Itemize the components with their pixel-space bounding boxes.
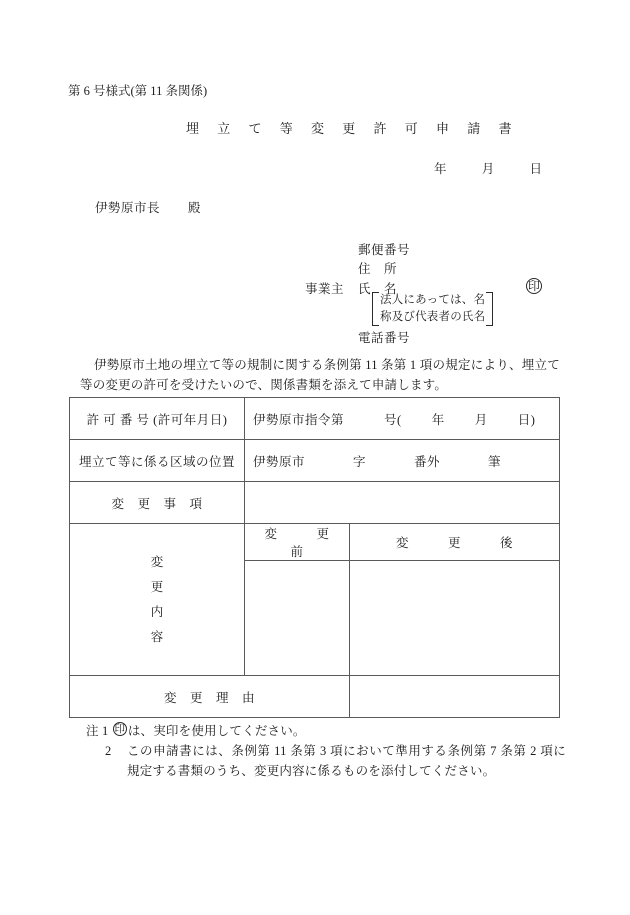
header-change-after: 変 更 後 bbox=[350, 524, 560, 561]
permit-number-prefix: 伊勢原市指令第 bbox=[253, 412, 345, 427]
form-number: 第 6 号様式(第 11 条関係) bbox=[68, 84, 208, 98]
permit-number-no: 号( bbox=[384, 412, 402, 427]
applicant-address-label-char1: 住 bbox=[358, 262, 372, 276]
addressee-honorific: 殿 bbox=[188, 201, 201, 215]
date-month-label: 月 bbox=[481, 162, 496, 176]
value-area-location[interactable] bbox=[245, 440, 560, 482]
applicant-postal-label: 郵便番号 bbox=[358, 243, 411, 257]
note-1-prefix: 注 1 bbox=[86, 724, 109, 738]
table-row-permit-number bbox=[70, 398, 560, 440]
permit-number-month: 月 bbox=[474, 412, 488, 427]
notes-section bbox=[86, 721, 566, 781]
vertical-label-char-4: 容 bbox=[150, 629, 164, 644]
value-change-before[interactable] bbox=[245, 561, 350, 676]
bracket-right-icon bbox=[486, 292, 493, 326]
applicant-phone-label: 電話番号 bbox=[358, 331, 411, 345]
applicant-address-label bbox=[358, 259, 397, 277]
addressee bbox=[95, 202, 201, 215]
area-bangai: 番外 bbox=[414, 454, 441, 469]
application-form-table bbox=[69, 397, 560, 718]
label-change-content-vertical bbox=[70, 524, 245, 676]
label-permit-number: 許 可 番 号 (許可年月日) bbox=[70, 398, 245, 440]
addressee-name: 伊勢原市長 bbox=[95, 201, 161, 215]
label-change-reason: 変 更 理 由 bbox=[70, 676, 350, 718]
note-2-number: 2 bbox=[105, 744, 112, 758]
date-line bbox=[434, 163, 543, 176]
vertical-label-char-1: 変 bbox=[150, 554, 164, 569]
seal-stamp-icon bbox=[525, 278, 543, 296]
corporate-note-line-1: 法人にあっては、名 bbox=[380, 294, 486, 306]
date-year-label: 年 bbox=[434, 162, 448, 176]
note-item-2 bbox=[86, 741, 566, 781]
page-title: 埋 立 て 等 変 更 許 可 申 請 書 bbox=[186, 121, 520, 136]
seal-character: 印 bbox=[527, 278, 540, 293]
table-row-change-item bbox=[70, 482, 560, 524]
note-item-1 bbox=[86, 721, 566, 741]
applicant-address-label-char2: 所 bbox=[384, 262, 398, 276]
table-row-change-reason bbox=[70, 676, 560, 718]
body-paragraph: 伊勢原市土地の埋立て等の規制に関する条例第 11 条第 1 項の規定により、埋立て等の変更の許可を受けたいので、関係書類を添えて申請します。 bbox=[80, 358, 560, 392]
permit-number-day: 日) bbox=[517, 412, 536, 427]
label-change-item: 変 更 事 項 bbox=[70, 482, 245, 524]
date-day-label: 日 bbox=[529, 162, 544, 176]
note-1-text: は、実印を使用してください。 bbox=[127, 724, 306, 738]
applicant-name-label-char1: 氏 bbox=[358, 282, 372, 296]
table-row-change-content-header bbox=[70, 524, 560, 561]
vertical-label-char-2: 更 bbox=[150, 579, 164, 594]
note-2-text: この申請書には、条例第 11 条第 3 項において準用する条例第 7 条第 2 項に規定する書類のうち、変更内容に係るものを添付してください。 bbox=[127, 744, 566, 778]
table-row-area-location bbox=[70, 440, 560, 482]
area-aza: 字 bbox=[353, 454, 367, 469]
value-change-item[interactable] bbox=[245, 482, 560, 524]
permit-number-year: 年 bbox=[431, 412, 445, 427]
corporate-note-line-2: 称及び代表者の氏名 bbox=[380, 311, 486, 323]
header-change-before: 変 更 前 bbox=[245, 524, 350, 561]
bracket-left-icon bbox=[372, 292, 379, 326]
area-hitsu: 筆 bbox=[488, 454, 502, 469]
seal-stamp-icon-note bbox=[112, 722, 128, 738]
value-change-after[interactable] bbox=[350, 561, 560, 676]
value-change-reason[interactable] bbox=[350, 676, 560, 718]
corporate-name-note bbox=[372, 292, 493, 326]
seal-character-note: 印 bbox=[114, 723, 126, 735]
area-city: 伊勢原市 bbox=[253, 454, 306, 469]
vertical-label-char-3: 内 bbox=[150, 604, 164, 619]
value-permit-number[interactable] bbox=[245, 398, 560, 440]
applicant-role-label: 事業主 bbox=[305, 282, 345, 296]
label-area-location: 埋立て等に係る区域の位置 bbox=[70, 440, 245, 482]
applicant-name-label-char2: 名 bbox=[384, 282, 398, 296]
